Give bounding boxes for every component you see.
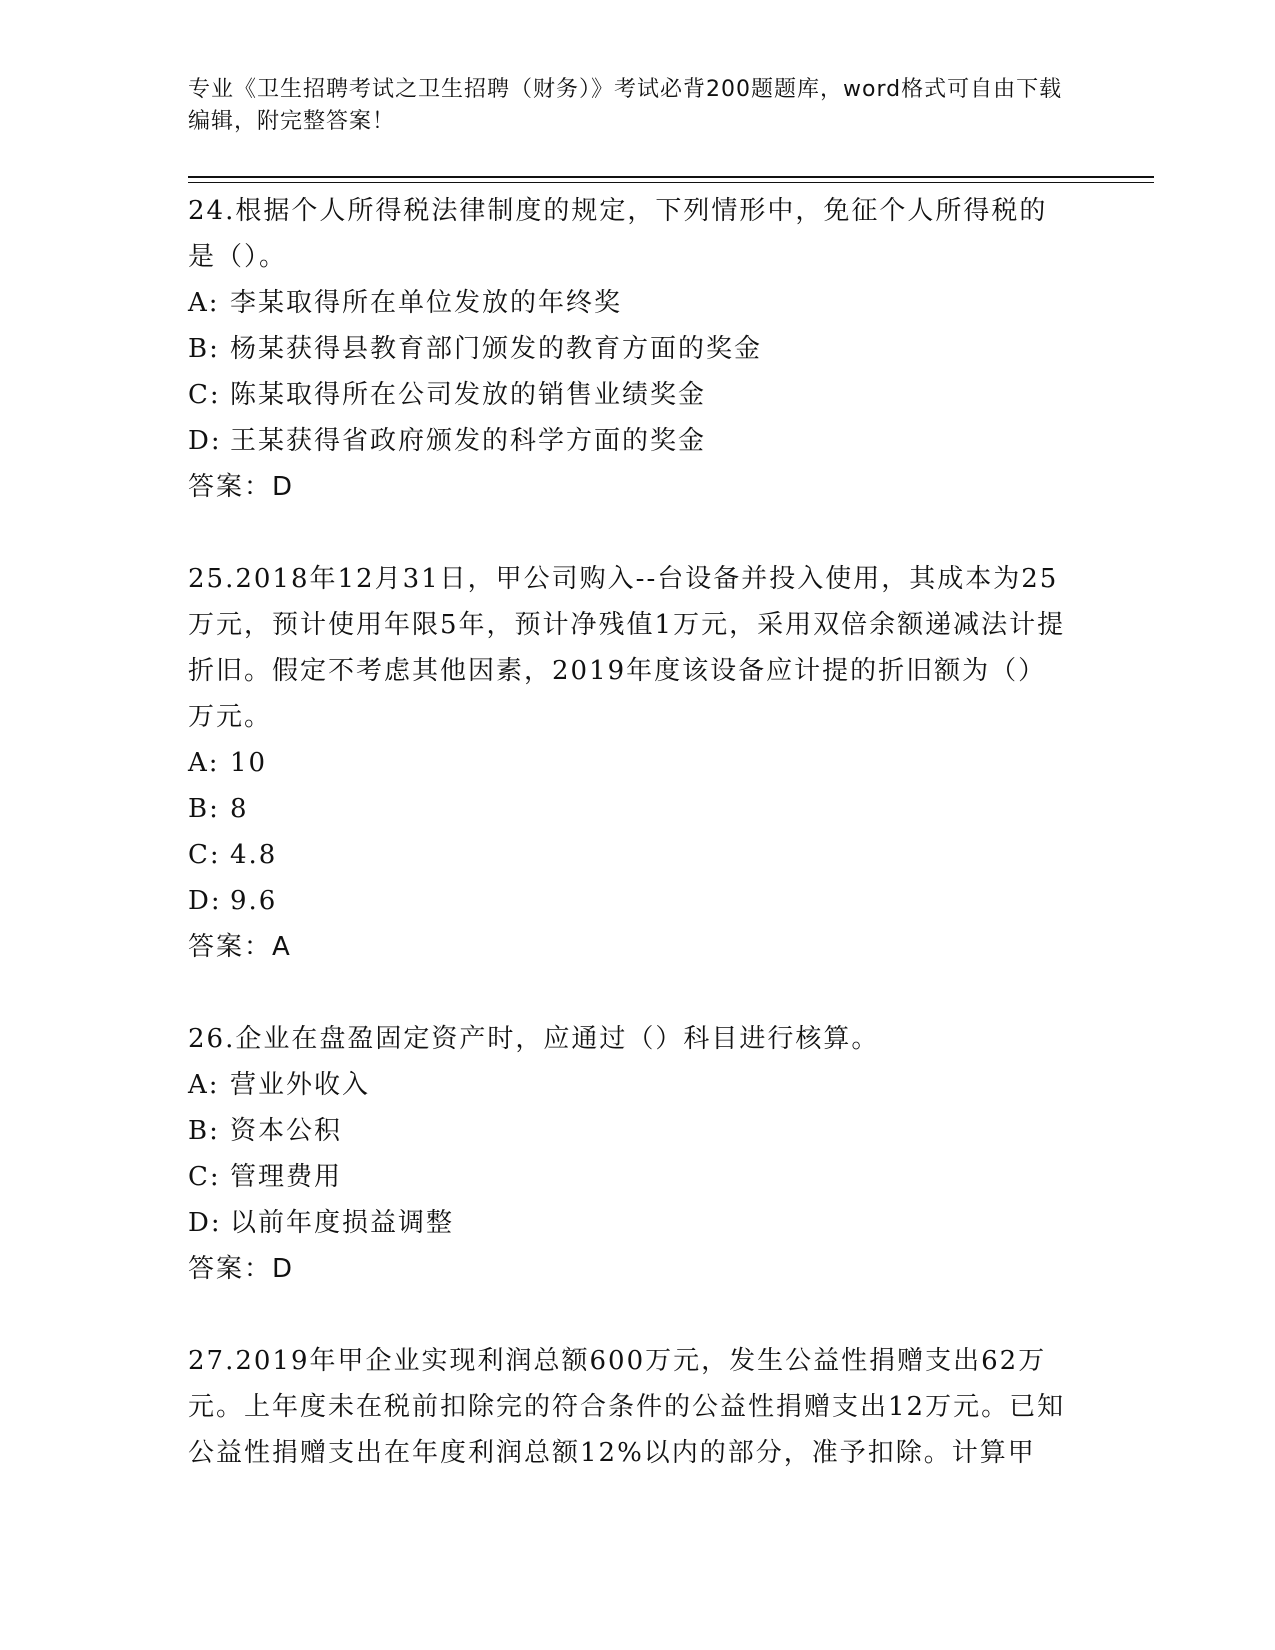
- answer-line: 答案：A: [188, 932, 292, 962]
- option-letter: A:: [188, 1070, 220, 1100]
- option-c: [188, 372, 1068, 418]
- question-list: [188, 188, 1068, 1476]
- question-stem: 25.2018年12月31日，甲公司购入--台设备并投入使用，其成本为25万元，预计使用年限5年，预计净残值1万元，采用双倍余额递减法计提折旧。假定不考虑其他因素，2019年度该设备应计提的折旧额为（）万元。: [188, 564, 1066, 732]
- option-letter: C:: [188, 840, 221, 870]
- option-b: [188, 786, 1068, 832]
- option-text: 杨某获得县教育部门颁发的教育方面的奖金: [230, 334, 763, 364]
- option-text: 王某获得省政府颁发的科学方面的奖金: [230, 426, 707, 456]
- option-b: [188, 1108, 1068, 1154]
- spacer: [188, 510, 1068, 556]
- option-a: [188, 1062, 1068, 1108]
- option-letter: C:: [188, 1162, 221, 1192]
- option-c: [188, 832, 1068, 878]
- option-text: 管理费用: [230, 1162, 343, 1192]
- question-26: [188, 1016, 1068, 1292]
- option-letter: A:: [188, 288, 220, 318]
- header-divider-thick: [188, 176, 1154, 178]
- option-c: [188, 1154, 1068, 1200]
- option-a: [188, 280, 1068, 326]
- answer-line: 答案：D: [188, 472, 295, 502]
- option-text: 李某取得所在单位发放的年终奖: [230, 288, 623, 318]
- question-stem: 24.根据个人所得税法律制度的规定，下列情形中，免征个人所得税的是（）。: [188, 196, 1048, 272]
- document-header: 专业《卫生招聘考试之卫生招聘（财务）》考试必背200题题库，word格式可自由下载编辑，附完整答案！: [188, 77, 1063, 134]
- option-b: [188, 326, 1068, 372]
- header-divider-thin: [188, 182, 1154, 183]
- option-text: 以前年度损益调整: [230, 1208, 455, 1238]
- option-text: 4.8: [230, 840, 278, 870]
- option-d: [188, 878, 1068, 924]
- option-d: [188, 1200, 1068, 1246]
- answer-line: 答案：D: [188, 1254, 295, 1284]
- option-letter: D:: [188, 426, 222, 456]
- option-text: 10: [230, 748, 268, 778]
- question-25: [188, 556, 1068, 970]
- option-letter: A:: [188, 748, 220, 778]
- option-letter: B:: [188, 794, 220, 824]
- option-letter: B:: [188, 1116, 220, 1146]
- option-text: 资本公积: [230, 1116, 343, 1146]
- option-letter: D:: [188, 886, 222, 916]
- question-27: [188, 1338, 1068, 1476]
- option-text: 陈某取得所在公司发放的销售业绩奖金: [230, 380, 707, 410]
- option-a: [188, 740, 1068, 786]
- option-text: 9.6: [230, 886, 278, 916]
- question-24: [188, 188, 1068, 510]
- option-letter: C:: [188, 380, 221, 410]
- option-text: 营业外收入: [230, 1070, 371, 1100]
- option-letter: B:: [188, 334, 220, 364]
- option-letter: D:: [188, 1208, 222, 1238]
- question-stem: 27.2019年甲企业实现利润总额600万元，发生公益性捐赠支出62万元。上年度未在税前扣除完的符合条件的公益性捐赠支出12万元。已知公益性捐赠支出在年度利润总额12%以内的部分，准予扣除。计算甲: [188, 1346, 1066, 1468]
- spacer: [188, 1292, 1068, 1338]
- option-text: 8: [230, 794, 249, 824]
- question-stem: 26.企业在盘盈固定资产时，应通过（）科目进行核算。: [188, 1024, 880, 1054]
- spacer: [188, 970, 1068, 1016]
- option-d: [188, 418, 1068, 464]
